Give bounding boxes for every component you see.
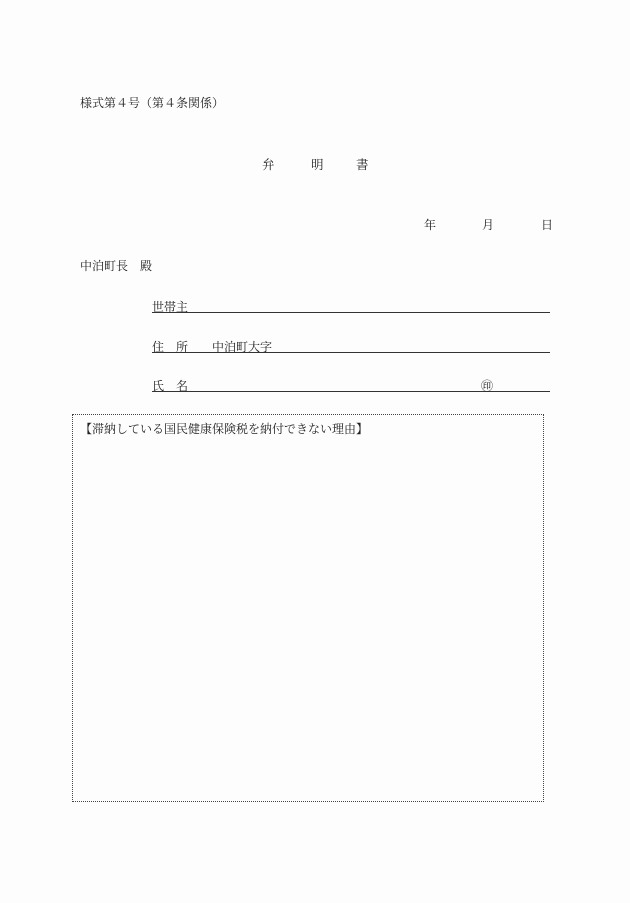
household-head-field[interactable] [152, 296, 550, 313]
address-value: 中泊町大字 [212, 340, 273, 354]
reason-box[interactable] [72, 414, 544, 802]
date-month-label: 月 [482, 218, 495, 232]
household-head-label: 世帯主 [152, 300, 189, 314]
seal-mark: ㊞ [481, 379, 494, 393]
title-char-2: 明 [311, 157, 324, 172]
reason-heading: 【滞納している国民健康保険税を納付できない理由】 [80, 422, 369, 436]
form-number: 様式第４号（第４条関係） [80, 96, 225, 110]
address-field[interactable] [152, 336, 550, 353]
date-day-label: 日 [541, 218, 554, 232]
address-label: 住 所 [152, 340, 189, 354]
addressee: 中泊町長 殿 [80, 259, 153, 273]
name-label: 氏 名 [152, 379, 189, 393]
date-year-label: 年 [424, 218, 437, 232]
title-char-3: 書 [356, 157, 369, 172]
title-char-1: 弁 [262, 157, 275, 172]
name-field[interactable] [152, 375, 550, 392]
